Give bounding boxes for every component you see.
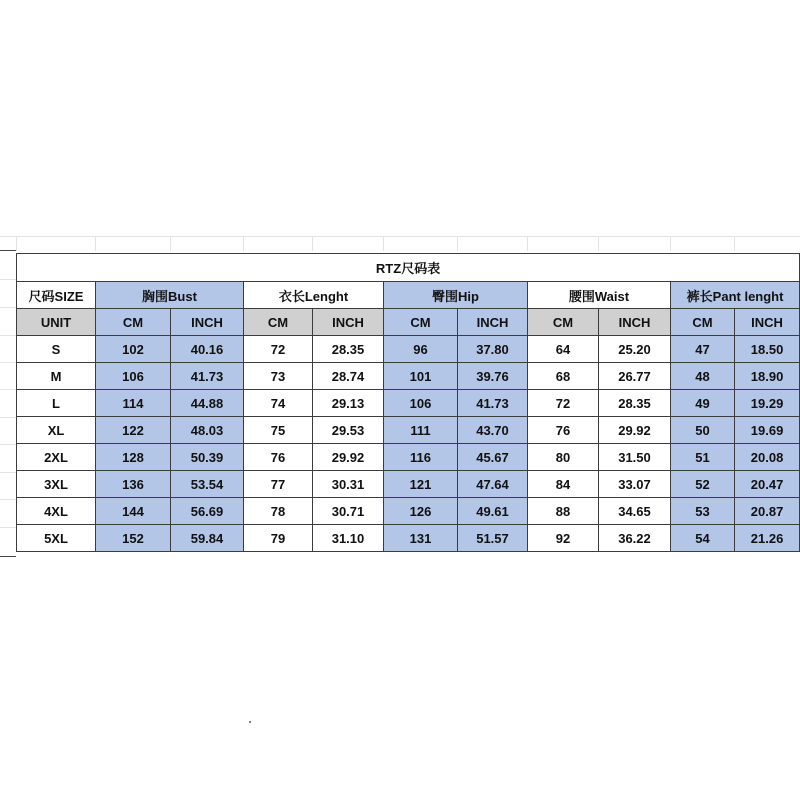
value-cell: 20.08 <box>735 444 800 471</box>
table-row <box>17 417 800 444</box>
pant-length-header: 裤长Pant lenght <box>671 282 800 309</box>
size-cell: 4XL <box>17 498 96 525</box>
value-cell: 72 <box>244 336 313 363</box>
value-cell: 18.50 <box>735 336 800 363</box>
value-cell: 76 <box>528 417 599 444</box>
value-cell: 53.54 <box>171 471 244 498</box>
value-cell: 49.61 <box>458 498 528 525</box>
value-cell: 131 <box>384 525 458 552</box>
value-cell: 29.92 <box>599 417 671 444</box>
value-cell: 79 <box>244 525 313 552</box>
value-cell: 114 <box>96 390 171 417</box>
value-cell: 52 <box>671 471 735 498</box>
value-cell: 101 <box>384 363 458 390</box>
length-inch-header: INCH <box>313 309 384 336</box>
value-cell: 28.35 <box>313 336 384 363</box>
value-cell: 106 <box>96 363 171 390</box>
value-cell: 25.20 <box>599 336 671 363</box>
value-cell: 88 <box>528 498 599 525</box>
value-cell: 136 <box>96 471 171 498</box>
value-cell: 31.50 <box>599 444 671 471</box>
value-cell: 72 <box>528 390 599 417</box>
value-cell: 19.29 <box>735 390 800 417</box>
value-cell: 56.69 <box>171 498 244 525</box>
value-cell: 74 <box>244 390 313 417</box>
value-cell: 20.87 <box>735 498 800 525</box>
value-cell: 121 <box>384 471 458 498</box>
bust-cm-header: CM <box>96 309 171 336</box>
value-cell: 144 <box>96 498 171 525</box>
value-cell: 44.88 <box>171 390 244 417</box>
value-cell: 26.77 <box>599 363 671 390</box>
value-cell: 47.64 <box>458 471 528 498</box>
pant-length-cm-header: CM <box>671 309 735 336</box>
waist-inch-header: INCH <box>599 309 671 336</box>
value-cell: 53 <box>671 498 735 525</box>
value-cell: 33.07 <box>599 471 671 498</box>
value-cell: 30.71 <box>313 498 384 525</box>
value-cell: 41.73 <box>458 390 528 417</box>
value-cell: 28.74 <box>313 363 384 390</box>
value-cell: 78 <box>244 498 313 525</box>
value-cell: 19.69 <box>735 417 800 444</box>
value-cell: 49 <box>671 390 735 417</box>
stray-dot <box>249 721 251 723</box>
size-cell: 5XL <box>17 525 96 552</box>
table-row <box>17 363 800 390</box>
value-cell: 39.76 <box>458 363 528 390</box>
hip-inch-header: INCH <box>458 309 528 336</box>
size-cell: M <box>17 363 96 390</box>
chart-title: RTZ尺码表 <box>17 254 800 282</box>
value-cell: 29.92 <box>313 444 384 471</box>
waist-cm-header: CM <box>528 309 599 336</box>
value-cell: 96 <box>384 336 458 363</box>
value-cell: 18.90 <box>735 363 800 390</box>
size-cell: S <box>17 336 96 363</box>
value-cell: 111 <box>384 417 458 444</box>
value-cell: 51 <box>671 444 735 471</box>
table-row <box>17 498 800 525</box>
hip-cm-header: CM <box>384 309 458 336</box>
value-cell: 84 <box>528 471 599 498</box>
title-row <box>17 254 800 282</box>
value-cell: 73 <box>244 363 313 390</box>
length-cm-header: CM <box>244 309 313 336</box>
value-cell: 48 <box>671 363 735 390</box>
value-cell: 102 <box>96 336 171 363</box>
unit-header: UNIT <box>17 309 96 336</box>
value-cell: 51.57 <box>458 525 528 552</box>
bust-header: 胸围Bust <box>96 282 244 309</box>
value-cell: 34.65 <box>599 498 671 525</box>
value-cell: 106 <box>384 390 458 417</box>
value-cell: 126 <box>384 498 458 525</box>
hip-header: 臀围Hip <box>384 282 528 309</box>
size-cell: 2XL <box>17 444 96 471</box>
value-cell: 152 <box>96 525 171 552</box>
value-cell: 68 <box>528 363 599 390</box>
bust-inch-header: INCH <box>171 309 244 336</box>
value-cell: 37.80 <box>458 336 528 363</box>
size-cell: L <box>17 390 96 417</box>
value-cell: 28.35 <box>599 390 671 417</box>
value-cell: 30.31 <box>313 471 384 498</box>
size-cell: 3XL <box>17 471 96 498</box>
table-row <box>17 336 800 363</box>
value-cell: 43.70 <box>458 417 528 444</box>
value-cell: 80 <box>528 444 599 471</box>
value-cell: 50 <box>671 417 735 444</box>
size-cell: XL <box>17 417 96 444</box>
value-cell: 48.03 <box>171 417 244 444</box>
value-cell: 64 <box>528 336 599 363</box>
value-cell: 20.47 <box>735 471 800 498</box>
value-cell: 76 <box>244 444 313 471</box>
value-cell: 47 <box>671 336 735 363</box>
value-cell: 29.13 <box>313 390 384 417</box>
table-row <box>17 390 800 417</box>
value-cell: 36.22 <box>599 525 671 552</box>
table-row <box>17 444 800 471</box>
value-cell: 92 <box>528 525 599 552</box>
spreadsheet-row-edge <box>0 250 16 557</box>
value-cell: 29.53 <box>313 417 384 444</box>
pant-length-inch-header: INCH <box>735 309 800 336</box>
value-cell: 31.10 <box>313 525 384 552</box>
table-row <box>17 471 800 498</box>
value-cell: 40.16 <box>171 336 244 363</box>
value-cell: 116 <box>384 444 458 471</box>
length-header: 衣长Lenght <box>244 282 384 309</box>
group-header-row <box>17 282 800 309</box>
value-cell: 54 <box>671 525 735 552</box>
size-header: 尺码SIZE <box>17 282 96 309</box>
value-cell: 75 <box>244 417 313 444</box>
value-cell: 21.26 <box>735 525 800 552</box>
unit-header-row <box>17 309 800 336</box>
spreadsheet-gridlines <box>0 236 800 251</box>
value-cell: 50.39 <box>171 444 244 471</box>
value-cell: 45.67 <box>458 444 528 471</box>
table-row <box>17 525 800 552</box>
waist-header: 腰围Waist <box>528 282 671 309</box>
value-cell: 122 <box>96 417 171 444</box>
value-cell: 41.73 <box>171 363 244 390</box>
size-chart-table <box>16 253 800 552</box>
value-cell: 59.84 <box>171 525 244 552</box>
value-cell: 77 <box>244 471 313 498</box>
value-cell: 128 <box>96 444 171 471</box>
